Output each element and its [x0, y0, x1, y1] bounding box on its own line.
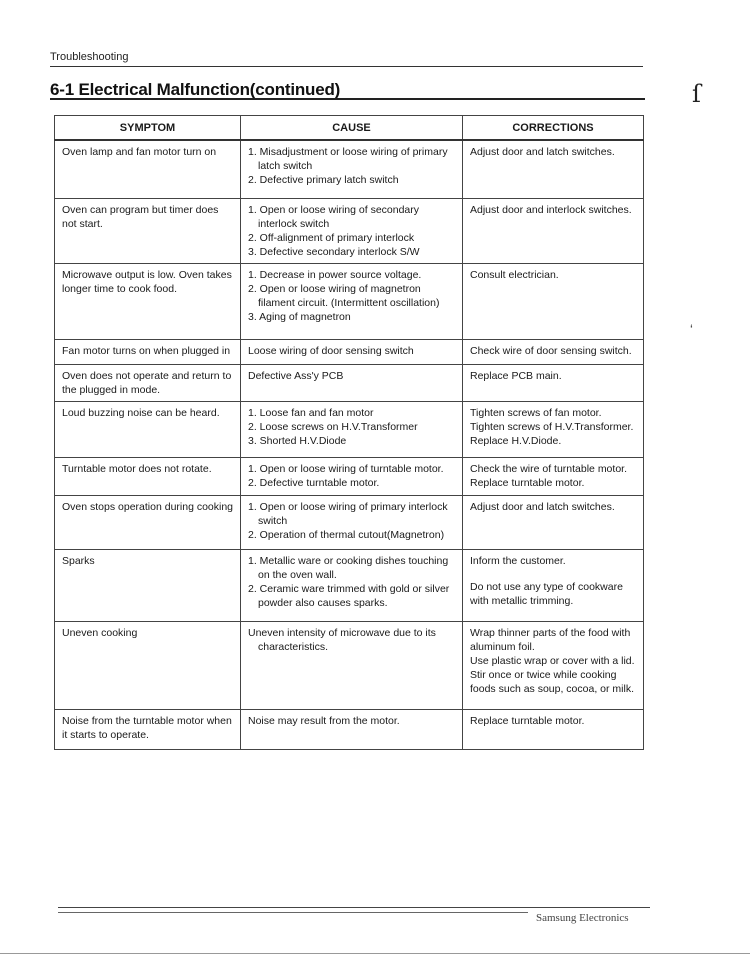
cause-item: 2. Loose screws on H.V.Transformer — [248, 420, 418, 433]
corrections-cell — [463, 457, 644, 495]
cause-cell — [241, 549, 463, 621]
cause-item: 3. Aging of magnetron — [248, 310, 351, 323]
symptom-cell: Oven lamp and fan motor turn on — [55, 140, 241, 198]
correction-item: Check wire of door sensing switch. — [470, 344, 632, 357]
cause-item: 2. Ceramic ware trimmed with gold or silver powder also causes sparks. — [248, 582, 450, 609]
header-rule — [50, 66, 643, 67]
cause-item: 2. Off-alignment of primary interlock — [248, 231, 415, 244]
correction-item: Tighten screws of fan motor. — [470, 406, 602, 419]
cause-item: Defective Ass'y PCB — [248, 369, 344, 382]
cause-item: Noise may result from the motor. — [248, 714, 400, 727]
table-row — [55, 339, 644, 364]
symptom-cell: Uneven cooking — [55, 621, 241, 709]
corrections-cell — [463, 140, 644, 198]
cause-cell — [241, 364, 463, 401]
title-rule — [50, 98, 645, 100]
cause-item: 2. Defective turntable motor. — [248, 476, 380, 489]
cause-item: 1. Misadjustment or loose wiring of primary latch switch — [248, 146, 448, 172]
symptom-cell: Noise from the turntable motor when it starts to operate. — [55, 709, 241, 749]
cause-cell — [241, 198, 463, 263]
cause-cell — [241, 709, 463, 749]
table-row — [55, 140, 644, 198]
symptom-header: SYMPTOM — [55, 116, 241, 141]
cause-item: 1. Open or loose wiring of primary interlock switch — [248, 500, 448, 527]
corrections-cell — [463, 621, 644, 709]
table-row — [55, 401, 644, 457]
corrections-cell — [463, 364, 644, 401]
symptom-cell: Turntable motor does not rotate. — [55, 457, 241, 495]
cause-item: Loose wiring of door sensing switch — [248, 344, 414, 357]
cause-item: 2. Open or loose wiring of magnetron filament circuit. (Intermittent oscillation) — [248, 282, 440, 309]
corrections-cell — [463, 198, 644, 263]
margin-mark: ſ — [692, 80, 701, 108]
corrections-cell — [463, 401, 644, 457]
footer-rule — [58, 907, 650, 908]
section-label: Troubleshooting — [50, 51, 129, 63]
footer-brand: Samsung Electronics — [536, 912, 629, 924]
corrections-cell — [463, 549, 644, 621]
correction-item: Replace PCB main. — [470, 369, 562, 382]
table-row — [55, 457, 644, 495]
table-row — [55, 263, 644, 339]
cause-item: 3. Defective secondary interlock S/W — [248, 245, 420, 258]
table-header-row — [55, 116, 644, 141]
cause-item: 2. Operation of thermal cutout(Magnetron) — [248, 528, 445, 541]
correction-item: Inform the customer. — [470, 554, 566, 567]
symptom-cell: Oven does not operate and return to the plugged in mode. — [55, 364, 241, 401]
correction-item: Replace turntable motor. — [470, 476, 585, 489]
correction-item: Consult electrician. — [470, 268, 559, 281]
correction-item: Replace turntable motor. — [470, 714, 585, 727]
correction-item: Tighten screws of H.V.Transformer. — [470, 420, 634, 433]
margin-dot: ʻ — [690, 322, 693, 337]
table-row — [55, 709, 644, 749]
cause-cell — [241, 401, 463, 457]
symptom-cell: Sparks — [55, 549, 241, 621]
cause-item: Uneven intensity of microwave due to its characteristics. — [248, 626, 436, 653]
cause-cell — [241, 140, 463, 198]
correction-item: Replace H.V.Diode. — [470, 434, 562, 447]
correction-item: Adjust door and interlock switches. — [470, 203, 632, 216]
table-row — [55, 364, 644, 401]
table-row — [55, 621, 644, 709]
symptom-cell: Fan motor turns on when plugged in — [55, 339, 241, 364]
symptom-cell: Oven stops operation during cooking — [55, 495, 241, 549]
cause-cell — [241, 263, 463, 339]
table-row — [55, 198, 644, 263]
corrections-header: CORRECTIONS — [463, 116, 644, 141]
corrections-cell — [463, 709, 644, 749]
cause-item: 1. Loose fan and fan motor — [248, 406, 374, 419]
cause-cell — [241, 621, 463, 709]
cause-item: 1. Metallic ware or cooking dishes touching on the oven wall. — [248, 554, 449, 581]
correction-item: Adjust door and latch switches. — [470, 500, 615, 513]
cause-item: 1. Open or loose wiring of turntable motor. — [248, 462, 444, 475]
correction-item: Do not use any type of cookware with metallic trimming. — [470, 580, 623, 607]
page-title: 6-1 Electrical Malfunction(continued) — [50, 80, 341, 99]
correction-item: Adjust door and latch switches. — [470, 146, 615, 158]
cause-item: 3. Shorted H.V.Diode — [248, 434, 347, 447]
table-body — [55, 140, 644, 749]
troubleshooting-table — [54, 115, 644, 750]
table-row — [55, 549, 644, 621]
cause-cell — [241, 495, 463, 549]
correction-item: Wrap thinner parts of the food with aluminum foil. — [470, 626, 631, 653]
correction-item: Stir once or twice while cooking foods such as soup, cocoa, or milk. — [470, 668, 634, 695]
symptom-cell: Oven can program but timer does not start. — [55, 198, 241, 263]
cause-header: CAUSE — [241, 116, 463, 141]
cause-item: 1. Decrease in power source voltage. — [248, 268, 422, 281]
symptom-cell: Loud buzzing noise can be heard. — [55, 401, 241, 457]
correction-item: Use plastic wrap or cover with a lid. — [470, 654, 635, 667]
page-bottom-rule — [0, 953, 750, 954]
corrections-cell — [463, 495, 644, 549]
corrections-cell — [463, 263, 644, 339]
corrections-cell — [463, 339, 644, 364]
correction-item: Check the wire of turntable motor. — [470, 462, 627, 475]
cause-item: 2. Defective primary latch switch — [248, 174, 399, 186]
footer-rule-secondary — [58, 912, 528, 913]
symptom-cell: Microwave output is low. Oven takes longer time to cook food. — [55, 263, 241, 339]
table-row — [55, 495, 644, 549]
cause-cell — [241, 339, 463, 364]
cause-item: 1. Open or loose wiring of secondary interlock switch — [248, 203, 420, 230]
cause-cell — [241, 457, 463, 495]
